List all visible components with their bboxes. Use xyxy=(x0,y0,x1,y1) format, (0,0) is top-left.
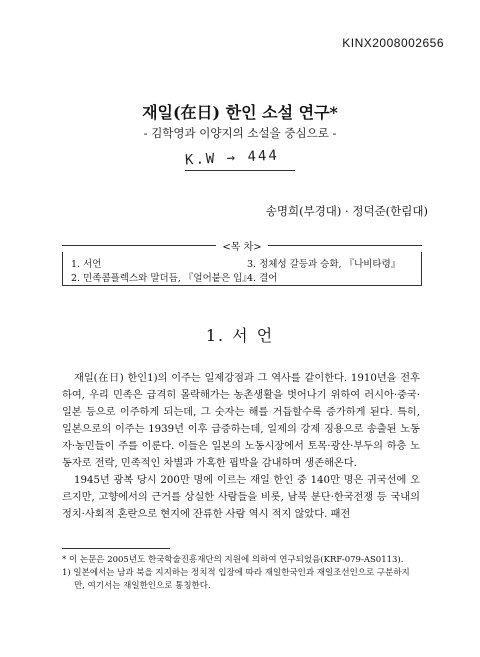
paper-title: 재일(在日) 한인 소설 연구* xyxy=(142,103,338,122)
table-of-contents xyxy=(62,252,422,286)
toc-rule-left xyxy=(62,245,216,246)
authors: 송명희(부경대) · 정덕준(한림대) xyxy=(265,204,428,218)
footnote: * 이 논문은 2005년도 한국학술진흥재단의 지원에 의하여 연구되었음(KRF-079-AS0113). xyxy=(62,555,404,565)
document-id: KINX2008002656 xyxy=(342,36,444,50)
footnote: 1) 일본에서는 남과 북을 지지하는 정치적 입장에 따라 재일한국인과 재일조선인으로 구분하지만, 여기서는 재일한인으로 통칭한다. xyxy=(62,568,410,591)
toc-item: 1. 서언 xyxy=(71,259,102,270)
footnote-rule xyxy=(62,548,170,549)
body-text xyxy=(62,370,420,523)
toc-item: 3. 정체성 갈등과 승화, 『나비타령』 xyxy=(247,259,401,270)
paragraph: 재일(在日) 한인1)의 이주는 일제강점과 그 역사를 같이한다. 1910년을 전후하여, 우리 민족은 급격히 몰락해가는 농촌생활을 벗어나기 위하여 러시아·중국·일본 등으로 이주하게 되는데, 그 숫자는 해를 거듭할수록 증가하게 된다. 특히, 일본으로의 이주는 1939년 이후 급증하는데, 일제의 강제 징용으로 송출된 노동자·농민들이 주를 이룬다. 이들은 일본의 노동시장에서 토목·광산·부두의 하층 노동자로 전락, 민족적인 차별과 가혹한 핍박을 감내하며 생존해온다. xyxy=(62,373,420,469)
toc-rule-right xyxy=(268,245,422,246)
paper-subtitle: - 김학영과 이양지의 소설을 중심으로 - xyxy=(143,126,337,140)
footnotes xyxy=(62,554,420,593)
toc-item: 2. 민족콤플렉스와 말더듬, 『얼어붙은 입』 xyxy=(71,273,252,284)
toc-item: 4. 결어 xyxy=(247,273,278,284)
section-heading: 1. 서 언 xyxy=(205,326,275,345)
paragraph: 1945년 광복 당시 200만 명에 이르는 재일 한인 중 140만 명은 귀국선에 오르지만, 고향에서의 근거를 상실한 사람들을 비롯, 남북 분단·한국전쟁 등 국내의 정치·사회적 혼란으로 현지에 잔류한 사람 역시 적지 않았다. 패전 xyxy=(62,475,420,520)
handwritten-note: K.W → 444 xyxy=(184,147,280,169)
toc-heading: <목 차> xyxy=(222,241,262,253)
handwritten-underline xyxy=(185,170,295,171)
toc-heading-row xyxy=(62,238,422,252)
